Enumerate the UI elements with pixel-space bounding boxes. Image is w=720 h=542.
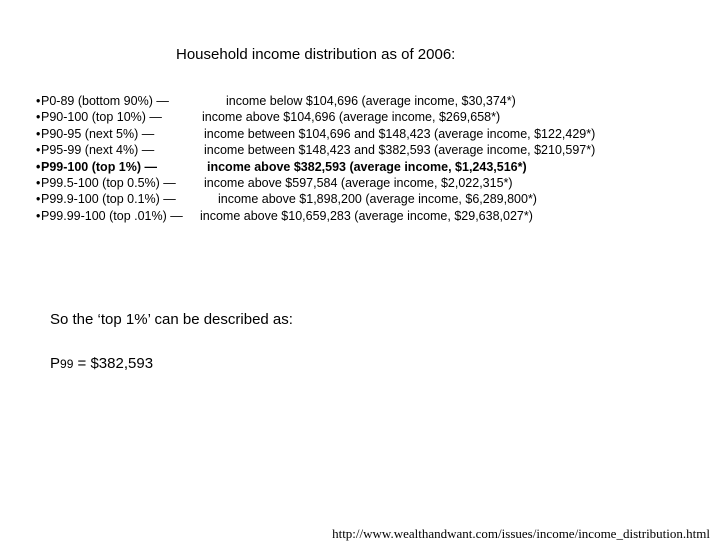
p99-value: = $382,593 <box>73 355 154 372</box>
bullet: • <box>36 192 41 207</box>
bullet: • <box>36 94 41 108</box>
percentile-label: P95-99 (next 4%) — <box>41 143 155 158</box>
income-description: income above $1,898,200 (average income, $6,289,800*) <box>218 192 537 207</box>
percentile-label: P90-100 (top 10%) — <box>41 110 162 125</box>
income-description: income above $104,696 (average income, $269,658*) <box>202 110 501 125</box>
income-description: income below $104,696 (average income, $30,374*) <box>226 94 516 108</box>
percentile-label: P99.9-100 (top 0.1%) — <box>41 192 176 207</box>
income-description: income between $148,423 and $382,593 (average income, $210,597*) <box>204 143 596 158</box>
summary-text: So the ‘top 1%’ can be described as: <box>50 311 293 328</box>
bullet: • <box>36 159 41 174</box>
income-description: income above $597,584 (average income, $2,022,315*) <box>204 175 513 190</box>
income-description: income between $104,696 and $148,423 (average income, $122,429*) <box>204 126 596 141</box>
bullet: • <box>36 208 41 223</box>
income-description: income above $10,659,283 (average income, $29,638,027*) <box>200 208 533 223</box>
percentile-label: P99.99-100 (top .01%) — <box>41 208 183 223</box>
p99-subscript: 99 <box>60 357 74 371</box>
p99-definition <box>50 355 153 372</box>
bullet: • <box>36 143 41 158</box>
page-title: Household income distribution as of 2006: <box>176 46 456 63</box>
bullet: • <box>36 126 41 141</box>
percentile-label: P0-89 (bottom 90%) — <box>41 94 169 108</box>
p99-prefix: P <box>50 355 61 372</box>
percentile-label: P99-100 (top 1%) — <box>41 159 158 174</box>
source-link[interactable]: http://www.wealthandwant.com/issues/income/income_distribution.html <box>332 526 710 541</box>
bullet: • <box>36 175 41 190</box>
bullet: • <box>36 110 41 125</box>
percentile-label: P90-95 (next 5%) — <box>41 126 155 141</box>
income-description: income above $382,593 (average income, $1,243,516*) <box>207 159 527 174</box>
percentile-label: P99.5-100 (top 0.5%) — <box>41 175 176 190</box>
